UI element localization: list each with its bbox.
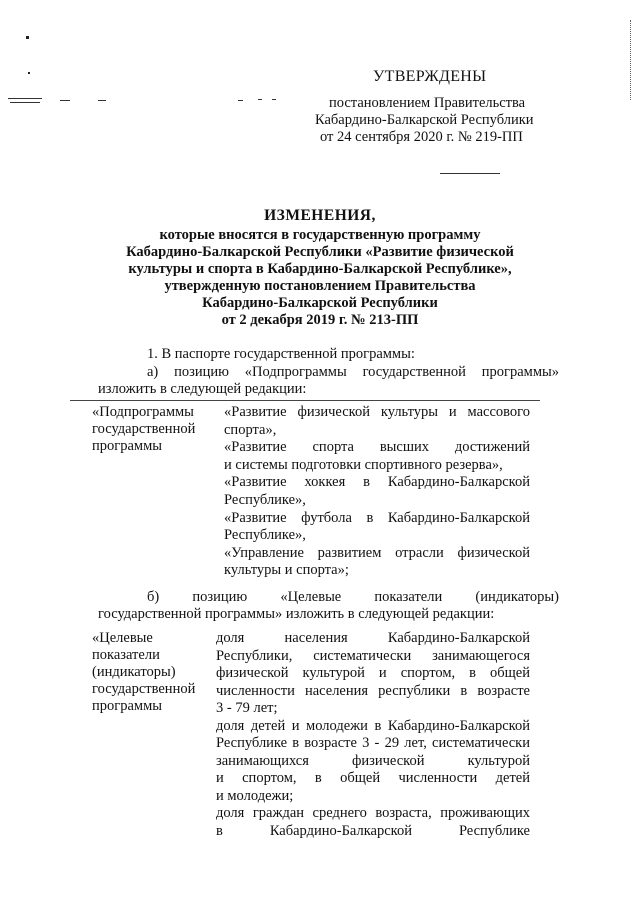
table2-left-line: (индикаторы)	[92, 664, 176, 680]
scan-speck	[26, 36, 29, 39]
paragraph: государственной программы» изложить в следующей редакции:	[98, 606, 495, 622]
scan-artifact-dash	[440, 173, 500, 174]
scan-artifact-dash	[60, 100, 70, 101]
table1-right-line: «Развитие спорта высших достижений	[224, 439, 530, 456]
table2-left-line: программы	[92, 698, 162, 714]
scan-artifact-dash	[272, 99, 276, 100]
scan-speck	[28, 72, 30, 74]
document-title: ИЗМЕНЕНИЯ,	[264, 207, 376, 224]
table1-right-line: «Развитие хоккея в Кабардино-Балкарской	[224, 474, 530, 491]
scan-artifact-dash	[98, 100, 106, 101]
approval-line: Кабардино-Балкарской Республики	[315, 112, 534, 128]
table1-right-line: Республике»,	[224, 527, 306, 544]
heading-line: Кабардино-Балкарской Республики «Развитие физической	[126, 244, 514, 260]
scan-artifact-dash	[238, 100, 243, 101]
table2-right-line: и молодежи;	[216, 787, 294, 804]
paragraph: а) позицию «Подпрограммы государственной программы»	[147, 364, 559, 380]
table1-right-line: Республике»,	[224, 491, 306, 508]
table2-right-line: доля граждан среднего возраста, проживающих	[216, 805, 530, 821]
approval-title: УТВЕРЖДЕНЫ	[373, 68, 487, 85]
table2-left-line: «Целевые	[92, 630, 153, 646]
table2-right-line: 3 - 79 лет;	[216, 700, 278, 716]
table2-left-line: показатели	[92, 647, 160, 663]
table1-right-line: «Развитие физической культуры и массового	[224, 404, 530, 420]
table1-left-cell	[92, 404, 212, 455]
table2-left-cell	[92, 630, 212, 715]
table1-left-line: «Подпрограммы	[92, 404, 194, 420]
table2-right-line: в Кабардино-Балкарской Республике	[216, 822, 530, 839]
table2-right-line: доля населения Кабардино-Балкарской	[216, 630, 530, 646]
heading-line: от 2 декабря 2019 г. № 213-ПП	[221, 312, 419, 328]
scan-artifact-dash	[10, 102, 40, 103]
paragraph: б) позицию «Целевые показатели (индикаторы)	[147, 589, 559, 605]
table1-right-line: «Развитие футбола в Кабардино-Балкарской	[224, 509, 530, 526]
table1-left-line: государственной	[92, 421, 196, 437]
approval-line: постановлением Правительства	[329, 95, 526, 111]
heading-line: культуры и спорта в Кабардино-Балкарской Республике»,	[128, 261, 512, 277]
table1-right-line: и системы подготовки спортивного резерва»,	[224, 456, 503, 473]
scan-artifact-dash	[8, 98, 42, 99]
heading-line: которые вносятся в государственную программу	[159, 227, 481, 243]
table1-right-line: спорта»,	[224, 421, 277, 438]
table-top-rule	[70, 400, 540, 401]
table1-right-line: культуры и спорта»;	[224, 562, 349, 579]
table2-right-line: численности населения республики в возрасте	[216, 682, 530, 699]
table1-right-line: «Управление развитием отрасли физической	[224, 544, 530, 561]
approval-line: от 24 сентября 2020 г. № 219-ПП	[320, 129, 523, 145]
table1-left-line: программы	[92, 438, 162, 454]
table2-left-line: государственной	[92, 681, 196, 697]
table2-right-line: Республики, систематически занимающегося	[216, 647, 530, 664]
table2-right-line: Республике в возрасте 3 - 29 лет, систематически	[216, 735, 530, 751]
table2-right-cell	[216, 630, 530, 840]
paragraph: изложить в следующей редакции:	[98, 381, 307, 397]
table1-right-cell	[224, 404, 530, 580]
table2-right-line: доля детей и молодежи в Кабардино-Балкарской	[216, 717, 530, 734]
scan-edge-artifact	[630, 20, 639, 100]
heading-line: Кабардино-Балкарской Республики	[202, 295, 438, 311]
table2-right-line: занимающихся физической культурой	[216, 752, 530, 769]
scan-artifact-dash	[258, 99, 262, 100]
table2-right-line: и спортом, в общей численности детей	[216, 770, 530, 786]
heading-line: утвержденную постановлением Правительства	[164, 278, 476, 294]
paragraph: 1. В паспорте государственной программы:	[147, 346, 415, 362]
table2-right-line: физической культурой и спортом, в общей	[216, 665, 530, 681]
